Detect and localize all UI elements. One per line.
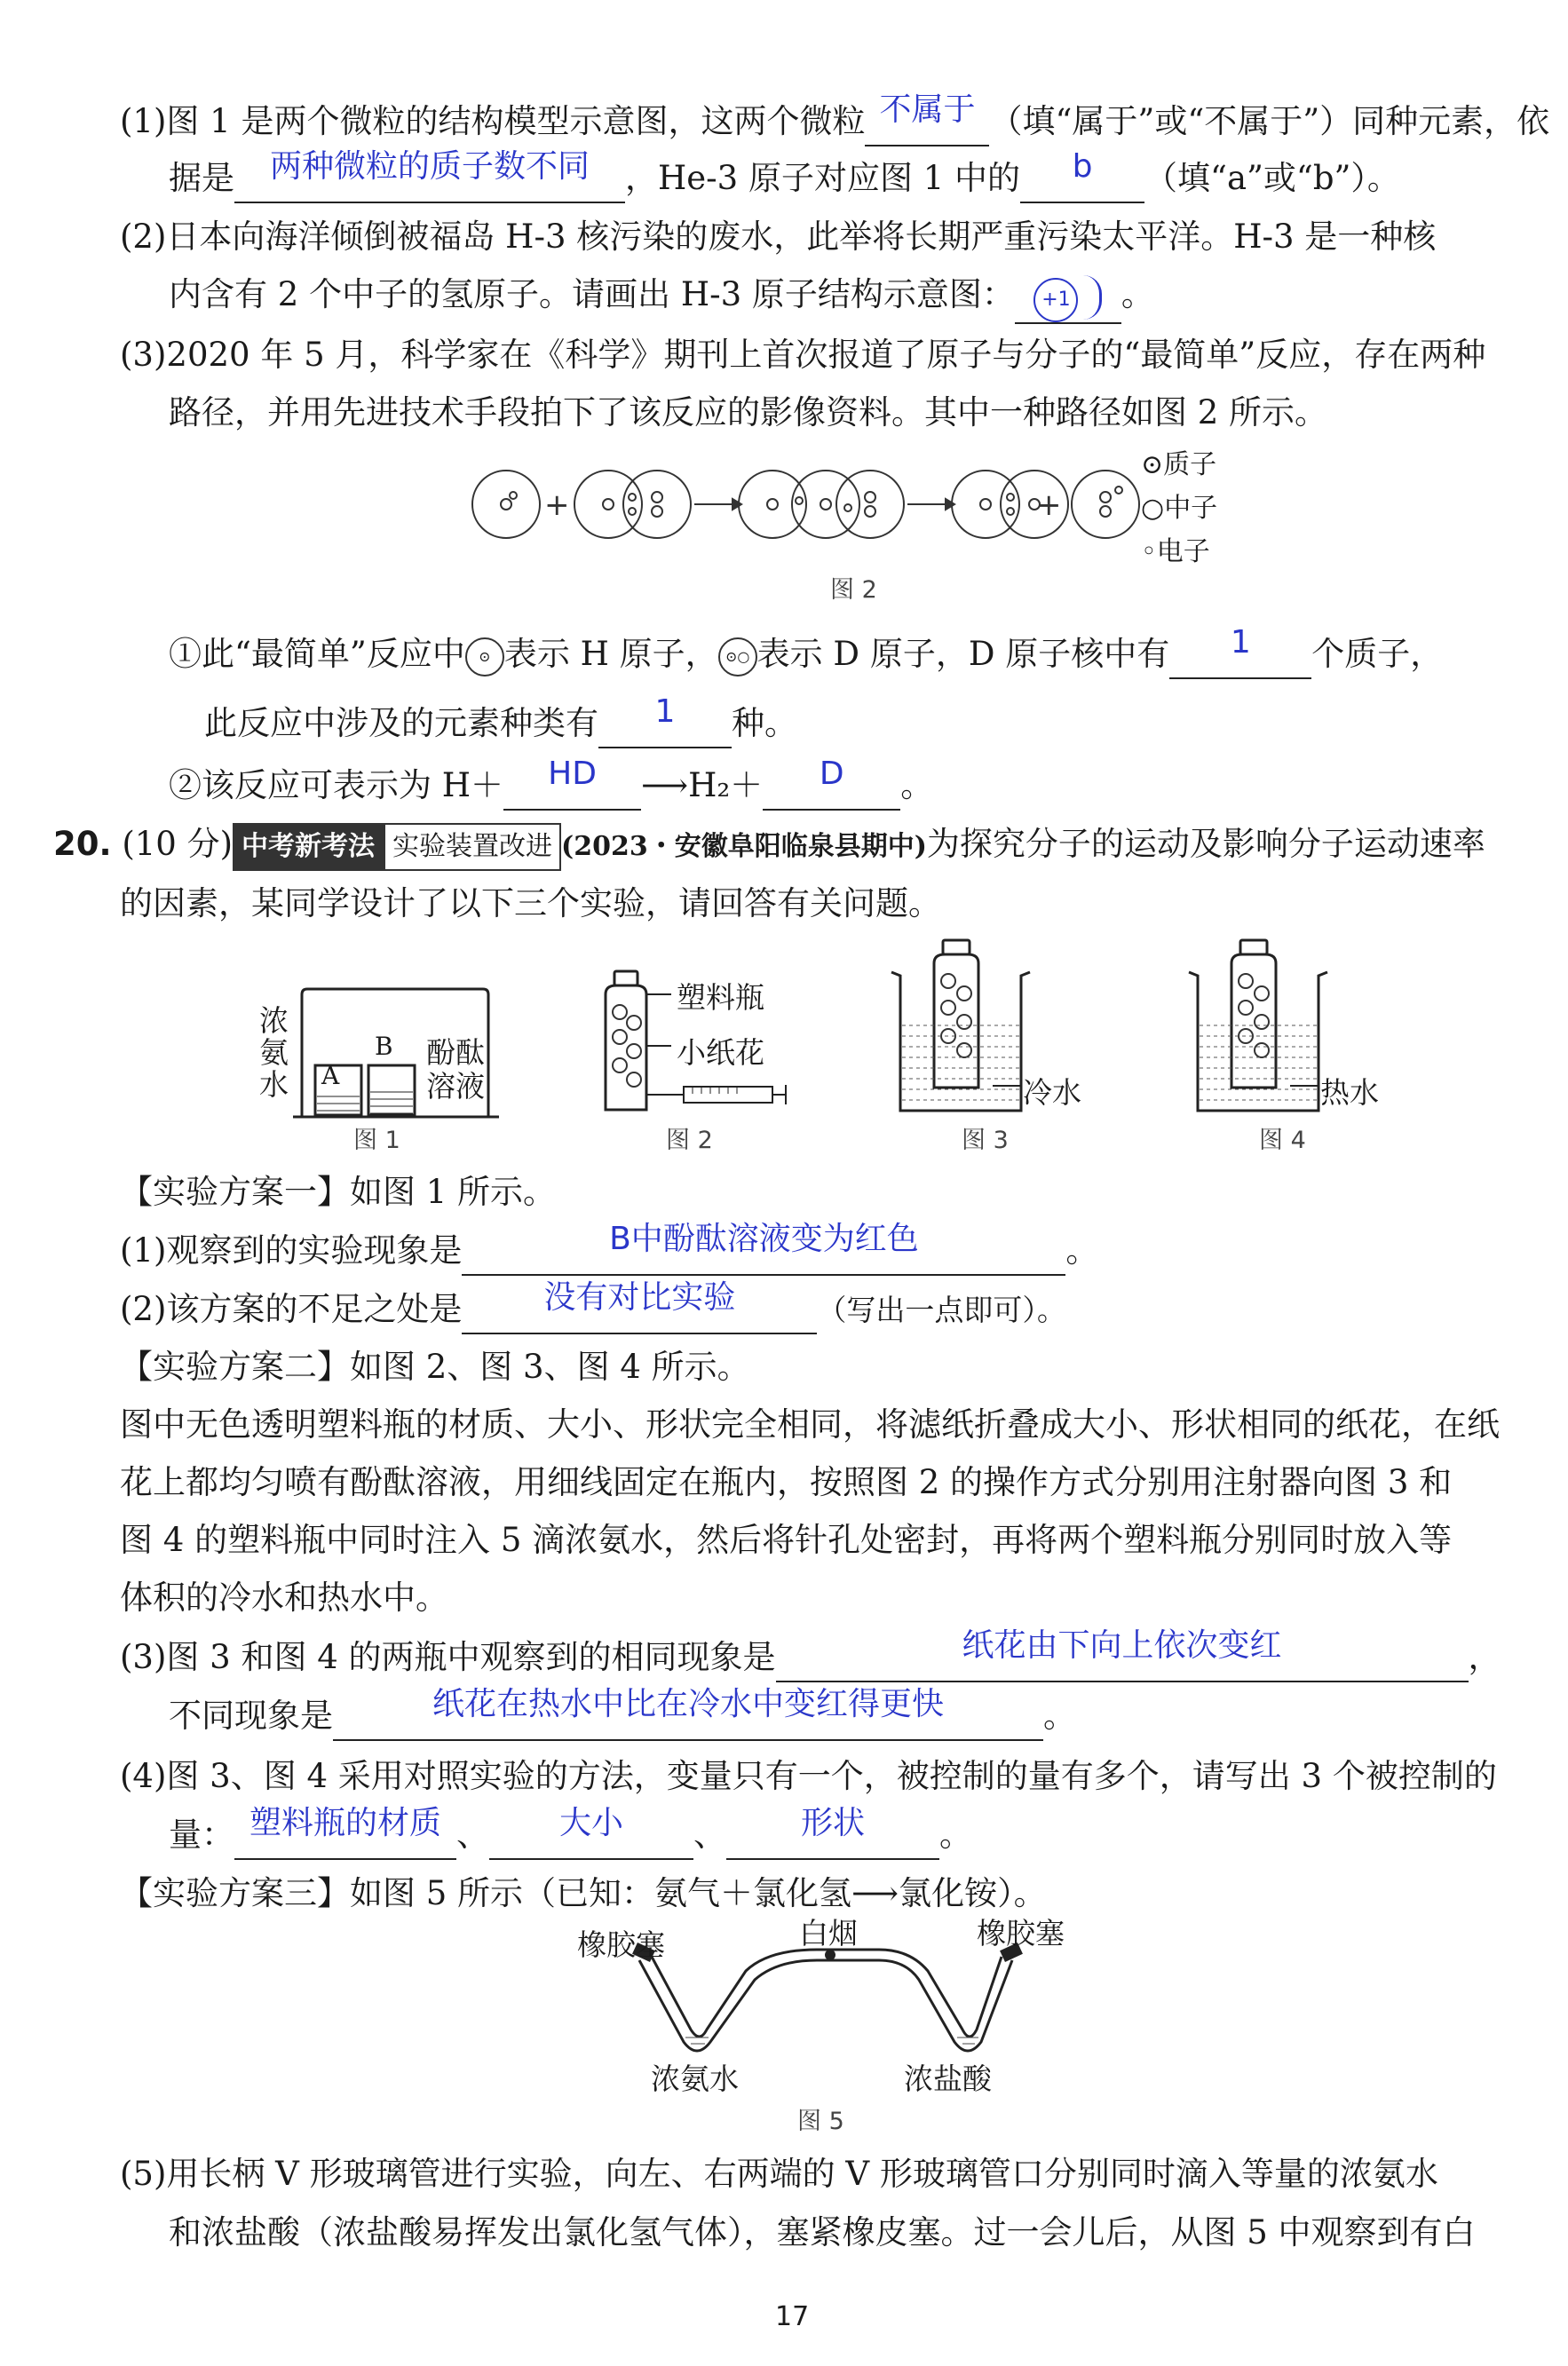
handwritten-answer: D bbox=[819, 756, 844, 792]
svg-text:+: + bbox=[544, 487, 570, 523]
q19-part2-line1 bbox=[120, 215, 1436, 259]
q20-q2-text-b: （写出一点即可）。 bbox=[817, 1293, 1066, 1327]
reaction-diagram bbox=[462, 462, 1136, 559]
h3-structure-drawing bbox=[1015, 273, 1121, 324]
fig5-label-ammonia: 浓氨水 bbox=[651, 2061, 739, 2096]
legend-neutron: ○中子 bbox=[1141, 493, 1218, 524]
answer-blank bbox=[1020, 148, 1144, 203]
answer-blank bbox=[726, 1805, 939, 1860]
q19-part3-line1 bbox=[120, 333, 1485, 377]
q19-part5-line bbox=[169, 756, 934, 811]
handwritten-answer: 两种微粒的质子数不同 bbox=[269, 148, 590, 185]
handwritten-answer: 1 bbox=[1230, 624, 1251, 661]
q19-p5-text-c: 。 bbox=[900, 766, 934, 804]
q20-part4-line2 bbox=[169, 1805, 972, 1860]
answer-blank bbox=[503, 756, 641, 811]
legend-electron: ◦电子 bbox=[1141, 536, 1210, 567]
plan-3-text: 【实验方案三】如图 5 所示（已知：氨气＋氯化氢⟶氯化铵）。 bbox=[120, 1874, 1047, 1912]
q19-p1-text-b: （填“属于”或“不属于”）同种元素，依 bbox=[989, 102, 1550, 140]
q20-part3-line1 bbox=[120, 1627, 1501, 1682]
answer-blank bbox=[462, 1221, 1065, 1276]
q20-intro-line2 bbox=[120, 882, 941, 926]
plan-2-para-line2 bbox=[120, 1460, 1452, 1505]
handwritten-answer: 1 bbox=[654, 693, 676, 730]
handwritten-answer: HD bbox=[548, 756, 597, 792]
q20-part5-line2 bbox=[169, 2211, 1476, 2255]
q20-q3-text-d: 。 bbox=[1043, 1697, 1076, 1735]
q20-part5-line1 bbox=[120, 2152, 1438, 2196]
q19-p2-text-b: 内含有 2 个中子的氢原子。请画出 H-3 原子结构示意图： bbox=[169, 275, 1015, 313]
answer-blank bbox=[763, 756, 900, 811]
plan-3-heading bbox=[120, 1871, 1047, 1916]
q19-p3-text-b: 路径，并用先进技术手段拍下了该反应的影像资料。其中一种路径如图 2 所示。 bbox=[169, 393, 1328, 431]
answer-blank bbox=[234, 148, 625, 203]
plan-2-heading bbox=[120, 1345, 750, 1389]
fig5-label-white-smoke: 白烟 bbox=[799, 1916, 858, 1951]
legend-proton: ⊙质子 bbox=[1141, 449, 1217, 480]
q20-intro-b: 的因素，某同学设计了以下三个实验，请回答有关问题。 bbox=[120, 884, 941, 922]
handwritten-answer: 没有对比实验 bbox=[543, 1279, 736, 1316]
q20-q3-text-a: (3)图 3 和图 4 的两瓶中观察到的相同现象是 bbox=[120, 1638, 776, 1676]
fig3-label-cold-water: 冷水 bbox=[1023, 1075, 1081, 1110]
q19-p4-text-b: 表示 H 原子， bbox=[503, 635, 718, 673]
fig1-label-conc: 浓 bbox=[259, 1003, 289, 1038]
plan-2-text: 【实验方案二】如图 2、图 3、图 4 所示。 bbox=[120, 1348, 750, 1386]
beaker-b-label: B bbox=[375, 1032, 393, 1061]
answer-blank bbox=[598, 693, 732, 748]
paragraph-line: 体积的冷水和热水中。 bbox=[120, 1579, 448, 1617]
figure-caption: 图 3 bbox=[962, 1127, 1009, 1154]
q19-p1-text-d: ，He-3 原子对应图 1 中的 bbox=[625, 159, 1021, 197]
fig4-label-hot-water: 热水 bbox=[1320, 1075, 1379, 1110]
q19-p4-text-a: ①此“最简单”反应中 bbox=[169, 635, 465, 673]
handwritten-answer: 纸花在热水中比在冷水中变红得更快 bbox=[432, 1686, 944, 1722]
figure-caption: 图 2 bbox=[830, 576, 877, 604]
figure-caption: 图 5 bbox=[797, 2108, 844, 2135]
handwritten-answer: 大小 bbox=[558, 1805, 623, 1841]
legend-neutron-label: 中子 bbox=[1164, 493, 1218, 524]
q20-part2 bbox=[120, 1279, 1066, 1334]
figure-1-beakers bbox=[293, 985, 524, 1119]
q19-p4-text-d: 个质子， bbox=[1311, 635, 1444, 673]
figure-caption: 图 1 bbox=[353, 1127, 400, 1154]
question-source: (2023・安徽阜阳临泉县期中) bbox=[561, 831, 927, 862]
fig2-label-paper-flower: 小纸花 bbox=[677, 1035, 764, 1070]
q19-part1-line2 bbox=[169, 148, 1400, 203]
answer-blank bbox=[1169, 624, 1311, 679]
q19-part4-line2 bbox=[204, 693, 797, 748]
paragraph-line: 图 4 的塑料瓶中同时注入 5 滴浓氨水，然后将针孔处密封，再将两个塑料瓶分别同时放入等 bbox=[120, 1521, 1453, 1559]
fig2-label-bottle: 塑料瓶 bbox=[677, 980, 764, 1015]
figure-caption: 图 4 bbox=[1259, 1127, 1306, 1154]
new-exam-badge: 中考新考法 bbox=[233, 823, 384, 871]
q19-p1-text-e: （填“a”或“b”）。 bbox=[1144, 159, 1400, 197]
q20-part3-line2 bbox=[169, 1686, 1076, 1741]
q20-part4-line1 bbox=[120, 1754, 1497, 1799]
fig1-label-ammonia: 氨 bbox=[259, 1035, 289, 1070]
q20-q3-text-b: ， bbox=[1468, 1638, 1501, 1676]
fig1-label-water: 水 bbox=[259, 1067, 289, 1102]
q19-part3-line2 bbox=[169, 391, 1327, 435]
category-badge: 实验装置改进 bbox=[384, 823, 561, 871]
q20-q4-text-b: 量： bbox=[169, 1816, 234, 1854]
q20-q4-text-a: (4)图 3、图 4 采用对照实验的方法，变量只有一个，被控制的量有多个，请写出 3 个被控制的 bbox=[120, 1757, 1497, 1795]
question-score: (10 分) bbox=[122, 825, 234, 863]
plan-2-para-line4 bbox=[120, 1576, 448, 1620]
q19-p2-text-a: (2)日本向海洋倾倒被福岛 H-3 核污染的废水，此举将长期严重污染太平洋。H-3 是一种核 bbox=[120, 218, 1437, 256]
answer-blank bbox=[865, 91, 989, 146]
paragraph-line: 花上都均匀喷有酚酞溶液，用细线固定在瓶内，按照图 2 的操作方式分别用注射器向图 3 和 bbox=[120, 1463, 1453, 1501]
plan-1-heading bbox=[120, 1170, 556, 1215]
handwritten-answer: 不属于 bbox=[879, 91, 976, 128]
q19-p4-text-f: 种。 bbox=[732, 704, 797, 742]
separator: 、 bbox=[456, 1816, 489, 1854]
fig1-label-phenol: 酚酞 bbox=[426, 1035, 485, 1070]
beaker-a-label: A bbox=[321, 1061, 340, 1090]
page-number: 17 bbox=[775, 2301, 810, 2332]
answer-blank bbox=[234, 1805, 456, 1860]
q19-p4-text-c: 表示 D 原子，D 原子核中有 bbox=[756, 635, 1170, 673]
handwritten-answer: b bbox=[1072, 148, 1093, 185]
q19-p4-text-e: 此反应中涉及的元素种类有 bbox=[204, 704, 598, 742]
answer-blank bbox=[489, 1805, 693, 1860]
legend-proton-label: 质子 bbox=[1163, 449, 1217, 480]
q19-part2-line2 bbox=[169, 273, 1154, 324]
plan-2-para-line3 bbox=[120, 1518, 1452, 1563]
q19-p2-text-c: 。 bbox=[1121, 275, 1154, 313]
q20-q1-text-a: (1)观察到的实验现象是 bbox=[120, 1231, 463, 1270]
legend-electron-label: 电子 bbox=[1156, 536, 1210, 567]
q20-q5-text-a: (5)用长柄 V 形玻璃管进行实验，向左、右两端的 V 形玻璃管口分别同时滴入等量的浓氨水 bbox=[120, 2155, 1438, 2193]
handwritten-answer: 塑料瓶的材质 bbox=[249, 1805, 441, 1841]
svg-text:+: + bbox=[1036, 487, 1062, 523]
separator: 、 bbox=[693, 1816, 726, 1854]
answer-blank bbox=[776, 1627, 1469, 1682]
handwritten-answer: B中酚酞溶液变为红色 bbox=[609, 1221, 919, 1257]
q19-part1-line1 bbox=[120, 91, 1550, 146]
question-number: 20. bbox=[53, 825, 112, 863]
fig5-label-stopper-left: 橡胶塞 bbox=[577, 1927, 665, 1962]
plan-1-text: 【实验方案一】如图 1 所示。 bbox=[120, 1173, 557, 1211]
fig1-label-solution: 溶液 bbox=[426, 1069, 485, 1104]
q20-q3-text-c: 不同现象是 bbox=[169, 1697, 333, 1735]
handwritten-answer: 形状 bbox=[800, 1805, 865, 1841]
q20-part1 bbox=[120, 1221, 1099, 1276]
q19-p3-text-a: (3)2020 年 5 月，科学家在《科学》期刊上首次报道了原子与分子的“最简单”反应，存在两种 bbox=[120, 336, 1486, 374]
q19-p1-text-a: (1)图 1 是两个微粒的结构模型示意图，这两个微粒 bbox=[120, 102, 866, 140]
answer-blank bbox=[462, 1279, 817, 1334]
q20-q5-text-b: 和浓盐酸（浓盐酸易挥发出氯化氢气体），塞紧橡皮塞。过一会儿后，从图 5 中观察到有白 bbox=[169, 2213, 1476, 2251]
q20-q4-text-c: 。 bbox=[939, 1816, 972, 1854]
paragraph-line: 图中无色透明塑料瓶的材质、大小、形状完全相同，将滤纸折叠成大小、形状相同的纸花，在纸 bbox=[120, 1405, 1500, 1444]
h-atom-icon: ⊙ bbox=[465, 637, 504, 677]
q19-p5-text-b: ⟶H₂＋ bbox=[641, 766, 764, 804]
fig5-label-hydrochloric-acid: 浓盐酸 bbox=[904, 2061, 992, 2096]
nucleus-circle: +1 bbox=[1033, 278, 1078, 322]
fig5-label-stopper-right: 橡胶塞 bbox=[977, 1916, 1065, 1951]
plan-2-para-line1 bbox=[120, 1403, 1500, 1447]
q20-q2-text-a: (2)该方案的不足之处是 bbox=[120, 1290, 463, 1328]
q19-part4-line1 bbox=[169, 624, 1444, 679]
figure-caption: 图 2 bbox=[666, 1127, 713, 1154]
q20-intro-a: 为探究分子的运动及影响分子运动速率 bbox=[926, 825, 1485, 863]
q19-p1-text-c: 据是 bbox=[169, 159, 234, 197]
q20-header bbox=[53, 822, 1485, 871]
q19-p5-text-a: ②该反应可表示为 H＋ bbox=[169, 766, 504, 804]
d-atom-icon: ⊙○ bbox=[718, 637, 757, 677]
answer-blank bbox=[333, 1686, 1043, 1741]
q20-q1-text-b: 。 bbox=[1065, 1231, 1099, 1270]
electron-shell-arc bbox=[1083, 275, 1102, 320]
handwritten-answer: 纸花由下向上依次变红 bbox=[962, 1627, 1282, 1664]
